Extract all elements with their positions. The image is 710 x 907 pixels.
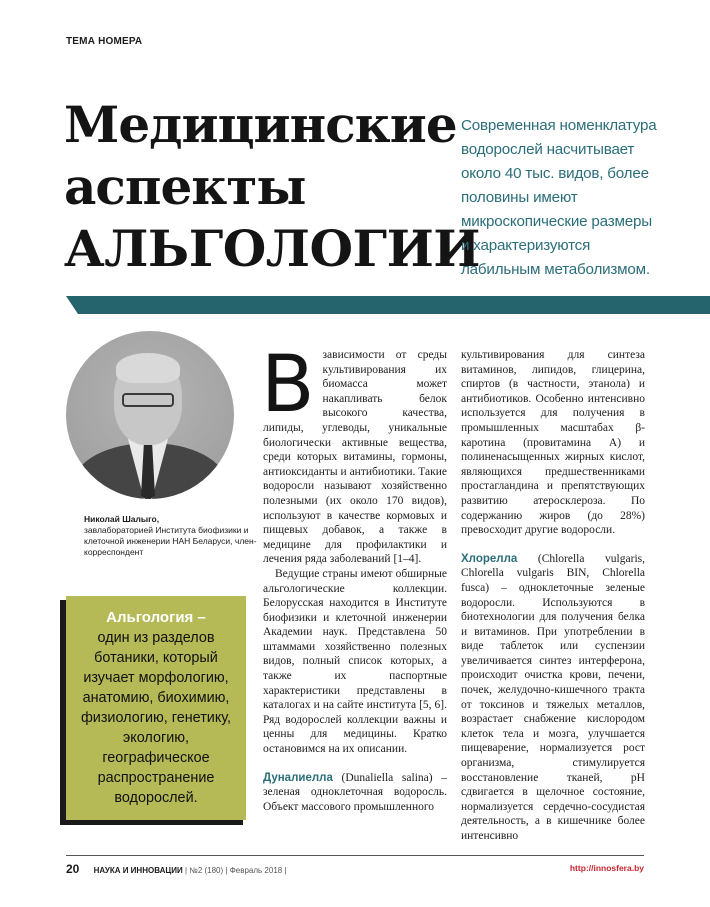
lead-paragraph: Современная номенклатура водорослей насчитывает около 40 тыс. видов, более половины имеют микроскопические размеры и характеризуются лабильным метаболизмом. — [461, 117, 657, 278]
author-portrait — [66, 331, 234, 499]
page-number: 20 — [66, 862, 80, 876]
portrait-glasses — [122, 393, 174, 407]
title-line-2: аспекты — [64, 157, 306, 216]
decorative-band — [66, 296, 710, 314]
chlorella-text: (Chlorella vulgaris, Chlorella vulgaris BIN, Chlorella fusca) – одноклеточные зеленые водоросли. Используются в биотехнологии для получения белка и витаминов. При употреблении в виде таблеток или суспензии увеличивается синтез интерферона, происходит очистка крови, печени, почек, желудочно-кишечного тракта от токсинов и тяжелых металлов, возрастает снабжение кислородом клеток тела и мозга, улучшается пищеварение, нормализуется рост организма, стимулируется восстановление тканей, pH сдвигается в щелочное состояние, нормализуется сердечно-сосудистая деятельность, а в кишечнике более интенсивно — [461, 552, 645, 842]
issue-info: | №2 (180) | Февраль 2018 | — [184, 866, 287, 875]
article-column-2 — [461, 348, 645, 844]
dunaliella-text: (Dunaliella salina) – зеленая одноклеточная водоросль. Объект массового промышленного — [263, 771, 447, 813]
author-caption — [84, 514, 264, 558]
paragraph-dunaliella-cont: культивирования для синтеза витаминов, липидов, глицерина, спиртов (в частности, этанола) и антибиотиков. Особенно интенсивно используется для получения в промышленных масштабах β-каротина (провитамина А) и полиненасыщенных жирных кислот, являющихся предшественниками простагландина и препятствующих развитию атеросклероза. По содержанию жиров (до 28%) превосходит другие водоросли. — [461, 349, 645, 537]
subheading-chlorella: Хлорелла — [461, 552, 518, 565]
portrait-hair — [116, 353, 180, 383]
page-footer — [66, 862, 644, 876]
footer-divider — [66, 855, 644, 856]
article-column-1 — [261, 340, 447, 814]
author-position: завлабораторией Института биофизики и клеточной инженерии НАН Беларуси, член-корреспондент — [84, 525, 257, 557]
author-name: Николай Шалыго, — [84, 514, 160, 524]
paragraph-collections: Ведущие страны имеют обширные альгологические коллекции. Белорусская находится в Институте биофизики и клеточной инженерии Академии наук. Представлена 50 штаммами хозяйственно полезных видов, полный список которых, а также их паспортные характеристики представлены в каталогах и на сайте института [5, 6]. Ряд водорослей коллекции важны и ценны для медицины. Кратко остановимся на их описании. — [263, 567, 447, 756]
section-label: ТЕМА НОМЕРА — [66, 36, 143, 47]
magazine-name: НАУКА И ИННОВАЦИИ — [93, 866, 183, 875]
callout-term: Альгология – — [106, 609, 206, 626]
title-line-3: АЛЬГОЛОГИИ — [64, 219, 481, 278]
article-title — [64, 94, 481, 280]
drop-cap: В — [261, 340, 315, 430]
definition-callout — [66, 596, 246, 820]
website-link[interactable]: http://innosfera.by — [569, 863, 644, 873]
paragraph-intro: зависимости от среды культивирования их биомасса может накапливать белок высокого качества, липиды, углеводы, уникальные биологически активные вещества, среди которых витамины, гормоны, антиоксиданты и антибиотики. Такие водоросли называют хозяйственно полезными (их около 170 видов), используют в качестве кормовых и пищевых добавок, а также в медицине для профилактики и лечения ряда заболеваний [1–4]. — [263, 349, 447, 566]
paragraph-dunaliella — [263, 771, 447, 815]
paragraph-chlorella — [461, 552, 645, 844]
callout-text: один из разделов ботаники, который изучает морфологию, анатомию, биохимию, физиологию, генетику, экологию, географическое распространение водорослей. — [80, 630, 232, 806]
title-line-1: Медицинские — [64, 95, 457, 154]
subheading-dunaliella: Дуналиелла — [263, 771, 333, 784]
